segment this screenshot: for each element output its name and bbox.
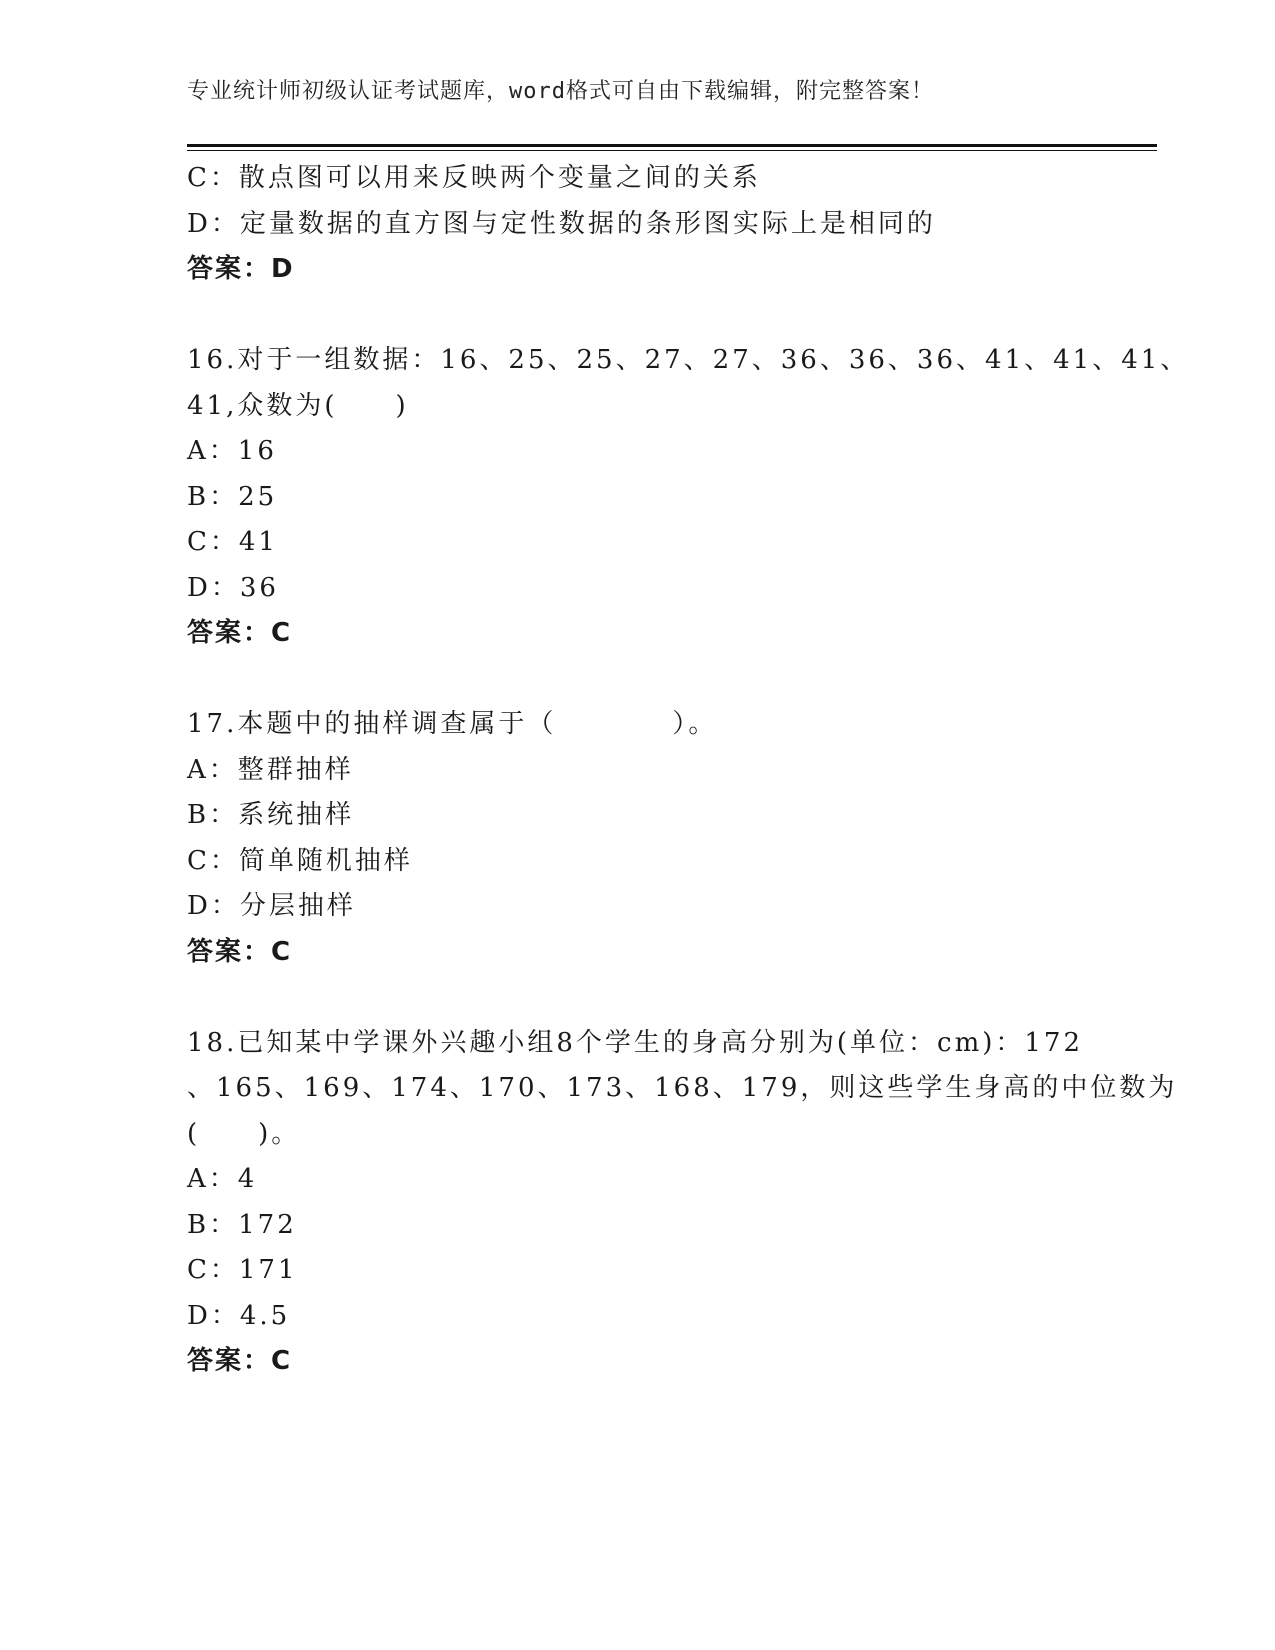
- question-17: [187, 702, 1087, 975]
- answer-line: 答案：C: [187, 618, 293, 648]
- option-b: B：25: [187, 481, 278, 512]
- question-stem: ( )。: [187, 1118, 301, 1149]
- option-d: D：36: [187, 572, 279, 603]
- answer-line: 答案：C: [187, 1346, 293, 1376]
- option-c: C：171: [187, 1255, 298, 1285]
- question-stem: 17.本题中的抽样调查属于（ ）。: [187, 709, 718, 739]
- option-a: A：16: [187, 436, 277, 466]
- spacer: [187, 293, 1087, 339]
- question-stem: 、165、169、174、170、173、168、179，则这些学生身高的中位数为: [187, 1073, 1178, 1103]
- option-b: B：系统抽样: [187, 800, 355, 830]
- option-d: D：4.5: [187, 1300, 291, 1331]
- header-rule-thick: [187, 144, 1157, 147]
- option-b: B：172: [187, 1209, 297, 1240]
- question-stem: 16.对于一组数据：16、25、25、27、27、36、36、36、41、41、41、: [187, 345, 1190, 375]
- option-a: A：4: [187, 1164, 258, 1194]
- option-d: D：定量数据的直方图与定性数据的条形图实际上是相同的: [187, 208, 936, 239]
- question-15-continuation: [187, 156, 1087, 293]
- question-16: [187, 338, 1190, 657]
- option-c: C：41: [187, 527, 278, 557]
- header-rule-thin: [187, 150, 1157, 151]
- option-c: C：简单随机抽样: [187, 845, 413, 876]
- answer-line: 答案：C: [187, 936, 293, 967]
- option-d: D：分层抽样: [187, 891, 356, 921]
- question-content: [187, 156, 1190, 1385]
- question-stem: 18.已知某中学课外兴趣小组8个学生的身高分别为(单位：cm)：172: [187, 1027, 1084, 1058]
- spacer: [187, 657, 1087, 703]
- option-a: A：整群抽样: [187, 754, 354, 785]
- question-18: [187, 1021, 1178, 1385]
- question-stem: 41,众数为( ): [187, 390, 409, 421]
- answer-line: 答案：D: [187, 254, 295, 284]
- option-c: C：散点图可以用来反映两个变量之间的关系: [187, 163, 761, 193]
- page-header: 专业统计师初级认证考试题库，word格式可自由下载编辑，附完整答案！: [187, 79, 934, 104]
- spacer: [187, 975, 1087, 1021]
